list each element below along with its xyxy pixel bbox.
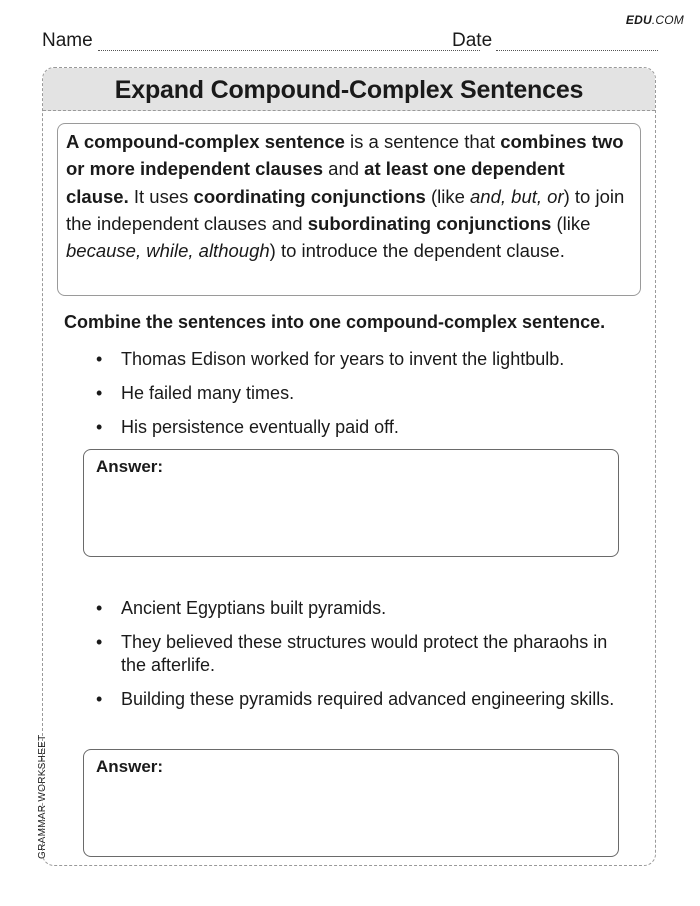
def-example: and, but, or xyxy=(470,185,564,207)
date-label: Date xyxy=(452,30,493,51)
brand-logo-bold: EDU xyxy=(625,13,652,27)
def-term: A compound-complex sentence xyxy=(66,131,345,152)
list-item xyxy=(43,688,657,711)
bullet-icon: • xyxy=(96,598,103,618)
brand-logo-suffix: .COM xyxy=(651,13,684,27)
instruction: Combine the sentences into one compound-complex sentence. xyxy=(64,312,606,332)
list-item xyxy=(43,382,657,405)
def-emphasis: combines two or more independent clauses xyxy=(66,131,624,180)
name-label: Name xyxy=(42,30,93,51)
list-item xyxy=(43,348,657,371)
def-emphasis: subordinating conjunctions xyxy=(307,212,552,234)
list-item xyxy=(43,597,657,620)
def-text: is a sentence that xyxy=(344,131,501,152)
list-item xyxy=(43,631,657,677)
def-text: and xyxy=(323,158,365,180)
name-date-row xyxy=(42,30,658,54)
date-field[interactable] xyxy=(496,50,658,51)
answer-label: Answer: xyxy=(96,457,164,476)
answer-box-1[interactable] xyxy=(83,449,619,557)
brand-logo xyxy=(626,13,684,27)
sentence: Building these pyramids required advanced engineering skills. xyxy=(121,689,615,709)
bullet-icon: • xyxy=(96,383,103,403)
bullet-icon: • xyxy=(96,349,103,369)
bullet-icon: • xyxy=(96,417,103,437)
exercise-2-list xyxy=(43,597,657,722)
side-label: GRAMMAR WORKSHEET xyxy=(37,734,48,859)
def-emphasis: coordinating conjunctions xyxy=(193,185,426,207)
def-text: ) to join the independent clauses and xyxy=(66,185,625,234)
bullet-icon: • xyxy=(96,632,103,652)
sentence: They believed these structures would protect the pharaohs in the afterlife. xyxy=(121,632,608,675)
worksheet-frame xyxy=(42,67,656,866)
sentence: He failed many times. xyxy=(121,383,295,403)
worksheet-title: Expand Compound-Complex Sentences xyxy=(43,68,655,111)
answer-box-2[interactable] xyxy=(83,749,619,857)
def-text: It uses xyxy=(128,185,194,207)
def-emphasis: at least one dependent clause. xyxy=(66,158,565,207)
def-text: (like xyxy=(551,212,591,234)
def-example: because, while, although xyxy=(66,240,270,262)
def-text: (like xyxy=(425,185,471,207)
def-text: ) to introduce the dependent clause. xyxy=(269,240,565,262)
list-item xyxy=(43,416,657,439)
exercise-1-list xyxy=(43,348,657,450)
definition-box xyxy=(57,123,641,296)
bullet-icon: • xyxy=(96,689,103,709)
answer-label: Answer: xyxy=(96,757,164,776)
name-field[interactable] xyxy=(98,50,480,51)
sentence: Ancient Egyptians built pyramids. xyxy=(121,598,387,618)
sentence: His persistence eventually paid off. xyxy=(121,417,399,437)
sentence: Thomas Edison worked for years to invent the lightbulb. xyxy=(121,349,565,369)
